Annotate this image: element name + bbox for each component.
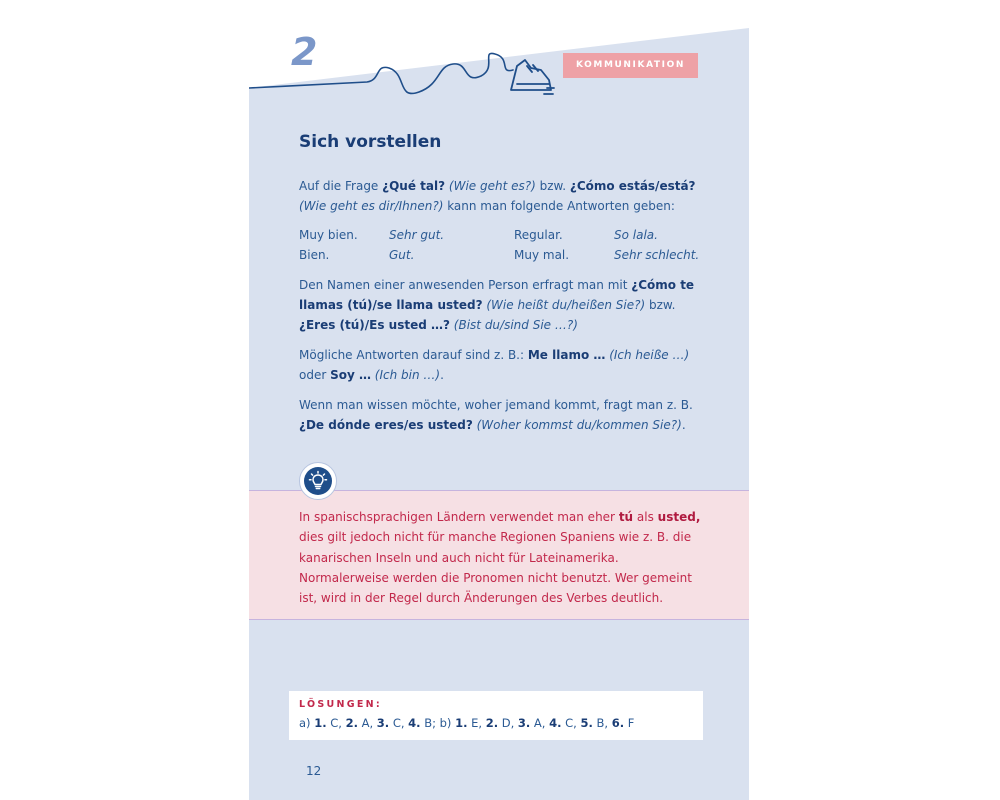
answer-german: Sehr gut. [389, 228, 445, 242]
tip-icon-bg [304, 467, 332, 495]
translation: (Woher kommst du/kommen Sie?) [472, 418, 682, 432]
page-number: 12 [306, 764, 322, 778]
answer-german: So lala. [614, 228, 658, 242]
translation: (Bist du/sind Sie …?) [449, 318, 578, 332]
text: kann man folgende Antworten geben: [443, 199, 675, 213]
sneaker-icon [511, 60, 554, 94]
translation: (Wie heißt du/heißen Sie?) [482, 298, 646, 312]
answer-spanish: Muy mal. [514, 248, 570, 262]
solution-number: 6. [611, 716, 625, 730]
solution-number: 2. [345, 716, 358, 730]
text: . [440, 368, 444, 382]
text: oder [299, 368, 331, 382]
solution-number: 3. [517, 716, 531, 730]
paragraph-question [299, 176, 709, 216]
paragraph-name-question [299, 275, 709, 335]
section-tag: KOMMUNIKATION [563, 53, 698, 78]
solution-value: A, [530, 716, 550, 730]
solution-value: D, [498, 716, 518, 730]
spanish-phrase: ¿Cómo te llamas (tú)/se llama usted? [299, 278, 695, 312]
solution-value: C, [389, 716, 409, 730]
text: . [681, 418, 686, 432]
solution-number: 1. [455, 716, 468, 730]
solution-number: 2. [485, 716, 499, 730]
solution-value: F [624, 716, 635, 730]
text: als [633, 510, 658, 524]
text: Mögliche Antworten darauf sind z. B.: [299, 348, 528, 362]
spanish-phrase: ¿De dónde eres/es usted? [299, 418, 473, 432]
spanish-phrase: Me llamo … [527, 348, 606, 362]
solution-number: 5. [580, 716, 593, 730]
paragraph-origin [299, 395, 709, 435]
emphasis: tú [618, 510, 634, 524]
solutions-label: LÖSUNGEN: [299, 699, 383, 710]
spanish-phrase: Soy … [330, 368, 371, 382]
book-page [249, 0, 749, 800]
emphasis: usted, [657, 510, 701, 524]
solution-value: C, [326, 716, 346, 730]
solution-number: 4. [408, 716, 421, 730]
translation: (Wie geht es?) [445, 179, 536, 193]
solution-value: B, [592, 716, 612, 730]
answer-german: Gut. [389, 248, 415, 262]
spanish-phrase: ¿Eres (tú)/Es usted …? [299, 318, 450, 332]
lightbulb-icon [304, 467, 332, 495]
answer-spanish: Muy bien. [299, 228, 358, 242]
solutions-box [289, 691, 703, 740]
chapter-number: 2 [291, 30, 317, 74]
translation: (Ich heiße …) [605, 348, 690, 362]
translation: (Ich bin …) [370, 368, 441, 382]
text: In spanischsprachigen Ländern verwendet man eher [299, 510, 619, 524]
page-title: Sich vorstellen [299, 132, 442, 152]
solution-number: 4. [549, 716, 562, 730]
answer-german: Sehr schlecht. [614, 248, 700, 262]
text: bzw. [535, 179, 570, 193]
header-rule-line [249, 53, 513, 93]
answer-spanish: Bien. [299, 248, 330, 262]
tip-box [249, 490, 749, 620]
solution-value: B; [420, 716, 440, 730]
solutions-text [299, 716, 634, 730]
solution-value: E, [467, 716, 486, 730]
text: Wenn man wissen möchte, woher jemand kommt, fragt man z. B. [299, 398, 693, 412]
tip-text [299, 507, 709, 608]
text: Den Namen einer anwesenden Person erfragt man mit [299, 278, 632, 292]
solution-value: A, [357, 716, 377, 730]
spanish-phrase: ¿Qué tal? [382, 179, 446, 193]
solution-prefix: a) [299, 716, 315, 730]
tip-icon-badge [299, 462, 337, 500]
solution-prefix: b) [439, 716, 456, 730]
spanish-phrase: ¿Cómo estás/está? [569, 179, 696, 193]
paragraph-possible-answers [299, 345, 709, 385]
text: dies gilt jedoch nicht für manche Regionen Spaniens wie z. B. die kanarischen Inseln und auch nicht für Lateinamerika. Normalerweise werden die Pronomen nicht benutzt. Wer gemeint ist, wird in der Regel durch Änderungen des Verbes deutlich. [299, 530, 692, 606]
solution-number: 1. [314, 716, 327, 730]
solution-value: C, [561, 716, 581, 730]
solution-number: 3. [376, 716, 390, 730]
text: Auf die Frage [299, 179, 383, 193]
answer-spanish: Regular. [514, 228, 563, 242]
translation: (Wie geht es dir/Ihnen?) [299, 199, 444, 213]
text: bzw. [645, 298, 676, 312]
